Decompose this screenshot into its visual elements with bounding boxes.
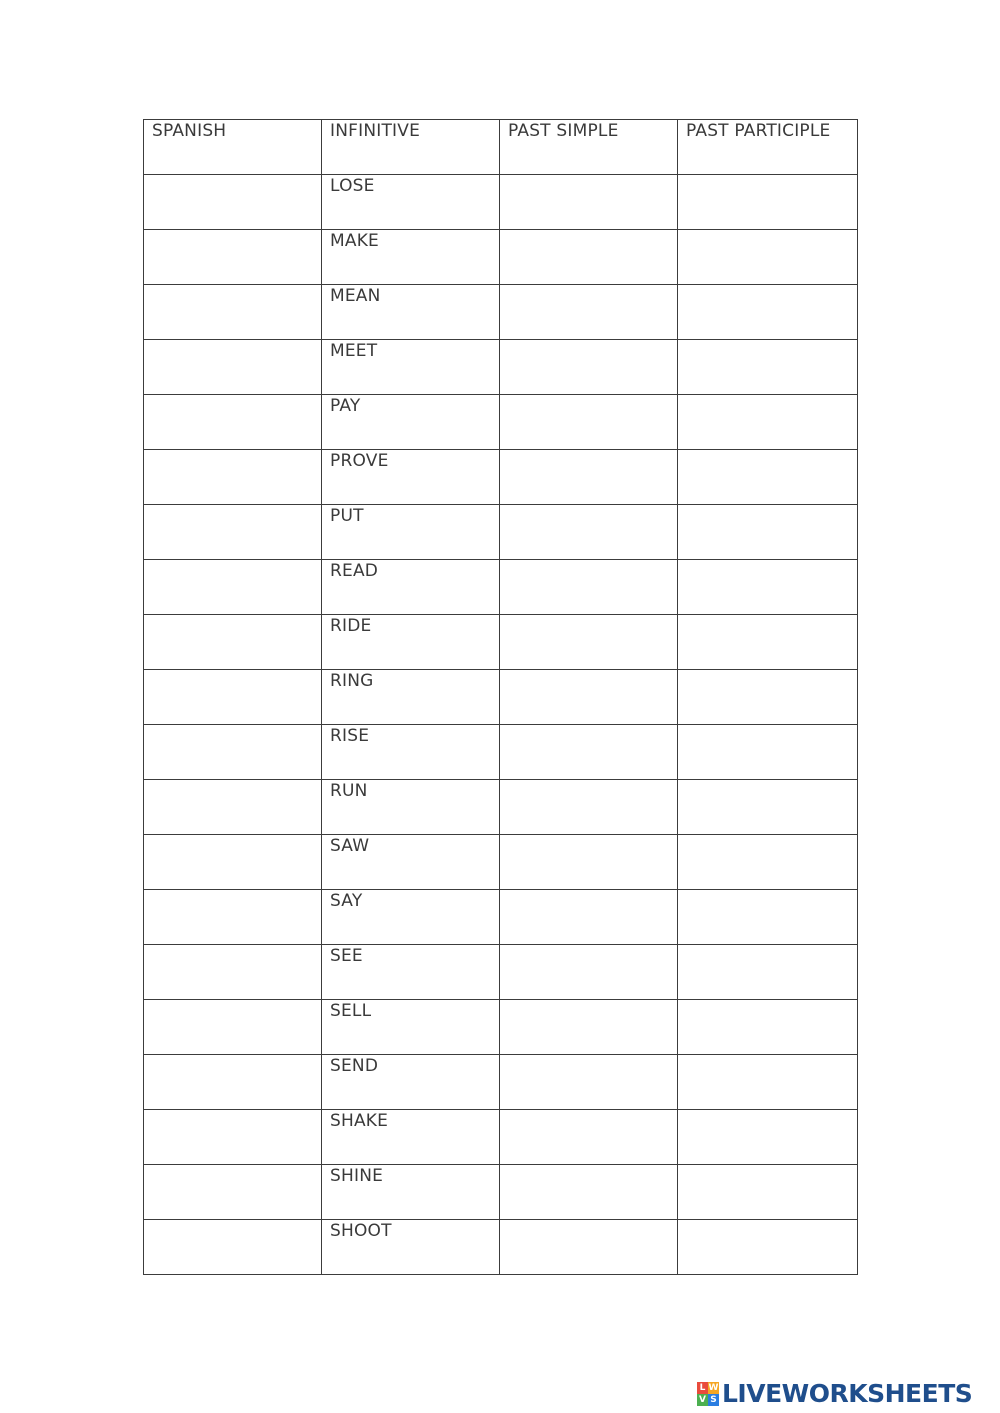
table-row [144,560,858,615]
table-row [144,945,858,1000]
infinitive-cell: PROVE [322,450,500,505]
past-participle-answer-cell[interactable] [678,890,858,945]
header-past-participle: PAST PARTICIPLE [678,120,858,175]
infinitive-cell: LOSE [322,175,500,230]
past-simple-answer-cell[interactable] [500,1055,678,1110]
infinitive-cell: PUT [322,505,500,560]
past-simple-answer-cell[interactable] [500,615,678,670]
table-row [144,890,858,945]
header-spanish: SPANISH [144,120,322,175]
table-row [144,1110,858,1165]
table-row [144,285,858,340]
infinitive-cell: MEET [322,340,500,395]
infinitive-cell: RISE [322,725,500,780]
past-simple-answer-cell[interactable] [500,1110,678,1165]
infinitive-cell: SEE [322,945,500,1000]
past-participle-answer-cell[interactable] [678,285,858,340]
past-participle-answer-cell[interactable] [678,340,858,395]
past-simple-answer-cell[interactable] [500,560,678,615]
past-participle-answer-cell[interactable] [678,780,858,835]
spanish-answer-cell[interactable] [144,450,322,505]
spanish-answer-cell[interactable] [144,615,322,670]
header-past-simple: PAST SIMPLE [500,120,678,175]
past-participle-answer-cell[interactable] [678,395,858,450]
past-participle-answer-cell[interactable] [678,505,858,560]
past-participle-answer-cell[interactable] [678,1165,858,1220]
infinitive-cell: SHAKE [322,1110,500,1165]
past-simple-answer-cell[interactable] [500,1220,678,1275]
spanish-answer-cell[interactable] [144,890,322,945]
past-simple-answer-cell[interactable] [500,505,678,560]
spanish-answer-cell[interactable] [144,670,322,725]
infinitive-cell: SELL [322,1000,500,1055]
spanish-answer-cell[interactable] [144,945,322,1000]
liveworksheets-logo-icon [697,1382,719,1406]
verb-table [143,119,858,1275]
past-participle-answer-cell[interactable] [678,1220,858,1275]
spanish-answer-cell[interactable] [144,340,322,395]
spanish-answer-cell[interactable] [144,230,322,285]
header-row [144,120,858,175]
past-participle-answer-cell[interactable] [678,230,858,285]
spanish-answer-cell[interactable] [144,1000,322,1055]
past-participle-answer-cell[interactable] [678,175,858,230]
infinitive-cell: SHOOT [322,1220,500,1275]
spanish-answer-cell[interactable] [144,1165,322,1220]
spanish-answer-cell[interactable] [144,1110,322,1165]
past-participle-answer-cell[interactable] [678,1110,858,1165]
infinitive-cell: SAY [322,890,500,945]
logo-tile: L [697,1382,708,1394]
table-row [144,505,858,560]
logo-tile: S [708,1394,719,1406]
past-simple-answer-cell[interactable] [500,780,678,835]
past-simple-answer-cell[interactable] [500,725,678,780]
spanish-answer-cell[interactable] [144,285,322,340]
table-row [144,1220,858,1275]
spanish-answer-cell[interactable] [144,725,322,780]
past-simple-answer-cell[interactable] [500,285,678,340]
table-row [144,670,858,725]
past-simple-answer-cell[interactable] [500,340,678,395]
infinitive-cell: SEND [322,1055,500,1110]
infinitive-cell: RING [322,670,500,725]
brand-name: LIVEWORKSHEETS [722,1379,973,1408]
past-simple-answer-cell[interactable] [500,395,678,450]
infinitive-cell: MEAN [322,285,500,340]
table-row [144,780,858,835]
past-participle-answer-cell[interactable] [678,670,858,725]
spanish-answer-cell[interactable] [144,560,322,615]
spanish-answer-cell[interactable] [144,780,322,835]
past-participle-answer-cell[interactable] [678,450,858,505]
table-row [144,725,858,780]
table-row [144,1055,858,1110]
table-row [144,175,858,230]
table-row [144,340,858,395]
infinitive-cell: SHINE [322,1165,500,1220]
spanish-answer-cell[interactable] [144,505,322,560]
spanish-answer-cell[interactable] [144,395,322,450]
table-row [144,1165,858,1220]
past-participle-answer-cell[interactable] [678,1055,858,1110]
past-simple-answer-cell[interactable] [500,670,678,725]
header-infinitive: INFINITIVE [322,120,500,175]
logo-tile: V [697,1394,708,1406]
infinitive-cell: PAY [322,395,500,450]
spanish-answer-cell[interactable] [144,175,322,230]
table-row [144,835,858,890]
spanish-answer-cell[interactable] [144,1055,322,1110]
liveworksheets-brand [697,1379,972,1409]
past-participle-answer-cell[interactable] [678,945,858,1000]
past-simple-answer-cell[interactable] [500,230,678,285]
table-row [144,1000,858,1055]
past-simple-answer-cell[interactable] [500,945,678,1000]
past-participle-answer-cell[interactable] [678,1000,858,1055]
infinitive-cell: RIDE [322,615,500,670]
past-simple-answer-cell[interactable] [500,890,678,945]
logo-tile: W [708,1383,719,1393]
infinitive-cell: READ [322,560,500,615]
past-simple-answer-cell[interactable] [500,1165,678,1220]
past-participle-answer-cell[interactable] [678,560,858,615]
spanish-answer-cell[interactable] [144,835,322,890]
table-row [144,615,858,670]
past-simple-answer-cell[interactable] [500,175,678,230]
past-participle-answer-cell[interactable] [678,725,858,780]
infinitive-cell: RUN [322,780,500,835]
past-participle-answer-cell[interactable] [678,835,858,890]
infinitive-cell: SAW [322,835,500,890]
past-participle-answer-cell[interactable] [678,615,858,670]
spanish-answer-cell[interactable] [144,1220,322,1275]
table-row [144,450,858,505]
table-row [144,230,858,285]
past-simple-answer-cell[interactable] [500,835,678,890]
past-simple-answer-cell[interactable] [500,1000,678,1055]
past-simple-answer-cell[interactable] [500,450,678,505]
infinitive-cell: MAKE [322,230,500,285]
table-row [144,395,858,450]
